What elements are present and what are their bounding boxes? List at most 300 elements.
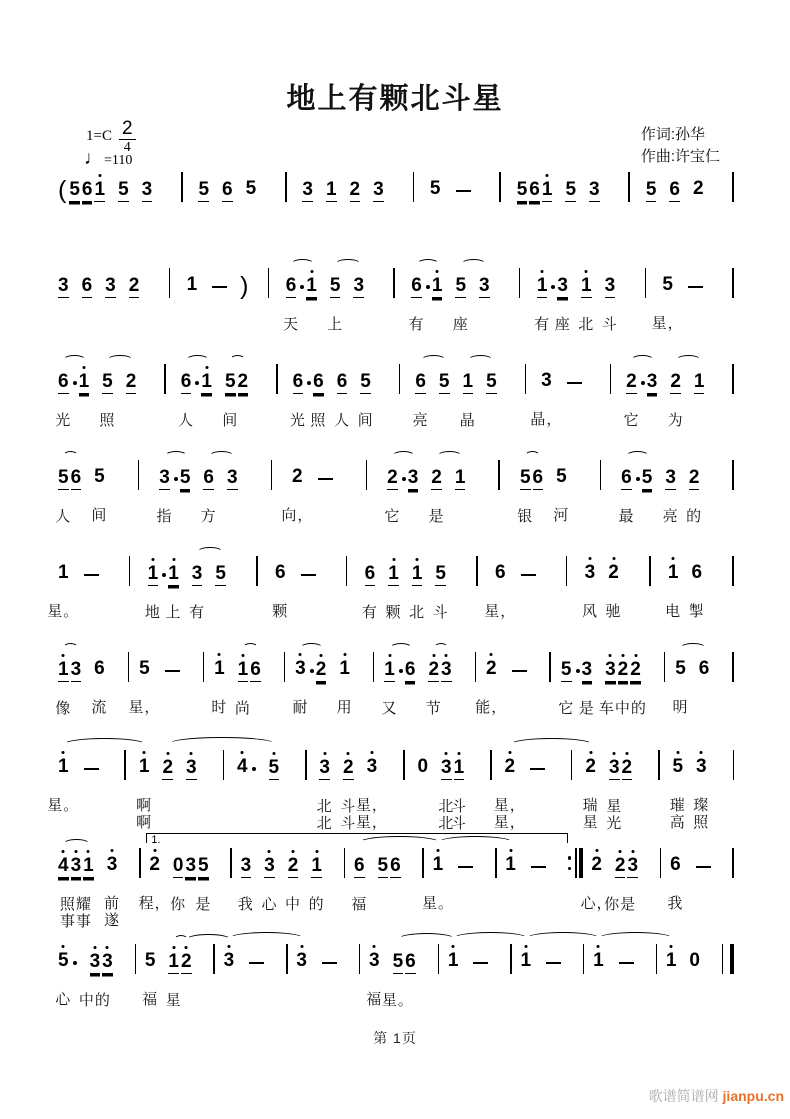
- note: [333, 370, 351, 429]
- note-digit: 5: [519, 466, 531, 488]
- note: [138, 854, 171, 912]
- note-digit: 3: [605, 658, 616, 680]
- note-digit: 5: [102, 370, 113, 392]
- barline: [732, 364, 734, 394]
- measure: [448, 950, 502, 974]
- note: [357, 370, 374, 429]
- barline-thick: [579, 848, 583, 878]
- note: [580, 854, 613, 912]
- note-digit: 5: [435, 562, 446, 584]
- augmentation-dot: [73, 961, 77, 965]
- barline: [403, 750, 405, 780]
- lyric: 亮: [412, 411, 429, 429]
- note-digit: 2: [180, 950, 192, 972]
- lyric: 的: [308, 895, 325, 913]
- lyric: 上: [327, 315, 344, 333]
- note-digit: 5: [560, 658, 572, 680]
- note-digit: 1: [693, 370, 705, 392]
- note: [484, 562, 517, 620]
- note: [351, 854, 368, 913]
- note: [187, 274, 198, 298]
- note-digit: 2: [621, 756, 633, 778]
- note-digit: 3: [584, 562, 596, 583]
- measure: [47, 756, 112, 814]
- note: [593, 950, 604, 974]
- lyric: 的: [686, 507, 703, 525]
- duration-dash: [249, 962, 264, 964]
- measure: [593, 950, 647, 974]
- lyric: 心，: [580, 895, 613, 912]
- note: [55, 370, 72, 429]
- note-digit: 6: [698, 658, 710, 679]
- note-digit: 6: [336, 370, 348, 392]
- note-digit: 3: [627, 854, 639, 876]
- lyric: 流: [91, 699, 108, 716]
- barline: [268, 268, 270, 298]
- lyric: 天: [282, 315, 300, 333]
- lyric: 银: [517, 507, 534, 525]
- note: [59, 854, 92, 930]
- note-digit: 3: [541, 370, 552, 391]
- note: [222, 370, 239, 429]
- barline: [600, 460, 602, 490]
- note: [128, 658, 161, 716]
- note: [82, 179, 93, 203]
- note: [662, 466, 679, 525]
- duration-dash: [473, 962, 488, 964]
- note: [261, 854, 278, 913]
- note-digit: 5: [392, 950, 404, 972]
- note: [378, 855, 389, 879]
- barline: [732, 172, 734, 202]
- note-digit: 5: [377, 854, 389, 876]
- note: [58, 855, 69, 879]
- note: [105, 275, 116, 299]
- duration-dash: [546, 962, 561, 964]
- lyric: 像: [55, 699, 72, 717]
- augmentation-dot: [195, 381, 199, 385]
- note-digit: 6: [353, 854, 365, 876]
- note: [227, 467, 238, 491]
- measure: [289, 370, 384, 429]
- note-digit: 1: [147, 562, 159, 584]
- note-digit: 5: [672, 756, 684, 777]
- watermark-domain-link: jianpu.cn: [722, 1088, 784, 1104]
- quarter-note-icon: ♩: [84, 148, 103, 169]
- lyric: 是: [578, 699, 595, 717]
- note: [71, 659, 82, 683]
- note: [450, 756, 467, 832]
- measure: [665, 562, 715, 620]
- barline: [393, 268, 395, 298]
- note: [542, 179, 553, 203]
- note: [578, 658, 595, 717]
- note-digit: 1: [453, 756, 465, 778]
- lyric: 星: [165, 991, 182, 1009]
- note: [408, 274, 425, 333]
- augmentation-dot: [426, 285, 430, 289]
- note-digit: 1: [411, 562, 423, 584]
- note: [142, 179, 153, 203]
- note-digit: 6: [405, 950, 416, 972]
- lyric: 它: [623, 411, 640, 429]
- note-digit: 2: [608, 562, 619, 583]
- barline: [366, 460, 368, 490]
- lyric: 光: [606, 814, 623, 832]
- measure: [672, 658, 722, 716]
- barline: [422, 848, 424, 878]
- lyric: 它: [558, 699, 575, 717]
- notes-row: [58, 848, 734, 930]
- note-digit: 6: [669, 178, 680, 200]
- note-digit: 6: [94, 658, 105, 679]
- lyric: 用: [336, 699, 353, 716]
- note-digit: 3: [366, 756, 378, 777]
- measure: [55, 658, 118, 717]
- measure: [224, 950, 278, 974]
- lyric: 星。: [47, 603, 80, 620]
- note-digit: 1: [665, 950, 677, 971]
- note-digit: 6: [275, 562, 286, 583]
- lyric: 璨: [693, 797, 710, 814]
- note-digit: 2: [162, 756, 174, 778]
- note: [430, 178, 441, 202]
- note-digit: 2: [287, 854, 299, 876]
- barline: [658, 750, 660, 780]
- note: [361, 562, 378, 621]
- note: [129, 275, 140, 299]
- measure: [292, 658, 363, 716]
- barline: [583, 944, 585, 974]
- note-digit: 2: [485, 658, 497, 679]
- measure: [669, 756, 719, 831]
- note-digit: 1: [384, 658, 395, 680]
- note-digit: 3: [302, 178, 313, 200]
- note-digit: 5: [662, 274, 673, 295]
- note: [285, 854, 302, 913]
- note: [412, 370, 429, 429]
- augmentation-dot: [162, 573, 166, 577]
- duration-dash: [301, 574, 316, 576]
- note-digit: 1: [520, 950, 532, 971]
- note-digit: 1: [94, 178, 106, 200]
- duration-dash: [322, 962, 337, 964]
- barline: [271, 460, 273, 490]
- duration-dash: [318, 478, 333, 480]
- note-digit: 2: [292, 466, 303, 487]
- note: [452, 274, 469, 333]
- barline: [169, 268, 171, 298]
- page-title: 地上有颗北斗星: [286, 83, 504, 115]
- lyric: 中: [285, 895, 302, 913]
- augmentation-dot: [307, 381, 311, 385]
- note-digit: 4: [236, 756, 248, 777]
- lyric: 北: [316, 814, 333, 832]
- lyric: 中的: [78, 991, 111, 1009]
- note-digit: 6: [390, 854, 401, 876]
- note: [237, 756, 248, 780]
- note: [289, 370, 306, 429]
- measure: [493, 756, 559, 831]
- note-digit: 2: [428, 658, 440, 680]
- measure: [58, 854, 130, 930]
- lyric: 人: [333, 411, 351, 429]
- note-digit: 3: [604, 274, 616, 296]
- note: [336, 658, 353, 716]
- lyric: 北: [409, 603, 426, 621]
- note: [693, 756, 710, 831]
- note: [479, 275, 490, 299]
- measure: [211, 658, 274, 717]
- lyric: 星: [582, 814, 599, 831]
- note-digit: 3: [665, 466, 676, 488]
- tempo-value: =110: [104, 153, 133, 168]
- duration-dash: [165, 670, 180, 672]
- lyric: 照: [693, 814, 710, 831]
- lyric: 光: [55, 411, 72, 429]
- measure: [558, 658, 654, 717]
- note-digit: 3: [223, 950, 235, 971]
- barline: [285, 172, 287, 202]
- measure: [581, 562, 632, 620]
- note-digit: 6: [81, 274, 93, 296]
- note-digit: 2: [504, 756, 516, 777]
- note-digit: 6: [58, 370, 69, 392]
- duration-dash: [456, 190, 471, 192]
- augmentation-dot: [252, 767, 256, 771]
- duration-dash: [696, 866, 711, 868]
- measure: [623, 370, 717, 429]
- note-digit: 2: [591, 854, 602, 875]
- lyric: 星。: [381, 991, 414, 1009]
- measure: [517, 179, 613, 203]
- measure: [282, 274, 377, 333]
- barline: [399, 364, 401, 394]
- measure: [187, 274, 252, 298]
- barline: [276, 364, 278, 394]
- note-digit: 1: [201, 370, 212, 392]
- note-digit: 6: [415, 370, 426, 392]
- lyric: 前: [104, 895, 121, 912]
- lyric: 瑞: [582, 797, 599, 814]
- lyric: 风: [581, 603, 598, 620]
- note-digit: 1: [339, 658, 350, 679]
- note-digit: 1: [138, 756, 150, 777]
- measure: [142, 950, 205, 1009]
- note-digit: 5: [329, 274, 341, 296]
- lyric: 斗: [432, 603, 449, 621]
- note-digit: 6: [81, 178, 93, 200]
- note-digit: 6: [70, 466, 82, 488]
- note: [630, 659, 641, 683]
- lyric: 星，: [128, 699, 161, 716]
- lyric: 最: [618, 507, 635, 525]
- note-digit: 2: [692, 178, 704, 199]
- barline: [181, 172, 183, 202]
- notes-row: [58, 268, 734, 333]
- lyric: 斗: [601, 315, 618, 333]
- lyric: 人: [55, 507, 72, 525]
- barline: [571, 750, 573, 780]
- lyricist-credit: 作词:孙华: [640, 126, 705, 143]
- note: [185, 855, 196, 879]
- note-digit: 1: [306, 274, 317, 296]
- note: [281, 466, 314, 524]
- note: [669, 756, 686, 831]
- note: [91, 466, 108, 524]
- note-digit: 2: [125, 370, 137, 392]
- duration-dash: [530, 768, 545, 770]
- measure: [421, 854, 487, 912]
- measure: [530, 370, 595, 428]
- lyric: 你是: [604, 895, 637, 913]
- repeat-barline: [568, 848, 583, 878]
- barline: [732, 460, 734, 490]
- augmentation-dot: [399, 669, 403, 673]
- note-digit: 5: [118, 178, 129, 200]
- measure: [618, 466, 712, 525]
- note: [622, 757, 633, 781]
- note: [91, 658, 108, 716]
- measure: [408, 274, 502, 333]
- note: [292, 658, 309, 716]
- note-digit: 1: [447, 950, 459, 971]
- note: [373, 179, 384, 203]
- note-digit: 3: [608, 756, 620, 778]
- lyric: 星: [606, 797, 623, 815]
- note-digit: 3: [102, 950, 113, 972]
- note: [605, 562, 622, 620]
- note: [475, 658, 508, 716]
- lyric: 福: [366, 991, 383, 1008]
- barline: [732, 268, 734, 298]
- note-digit: 2: [315, 658, 327, 680]
- note-digit: 3: [105, 274, 116, 296]
- note: [366, 950, 383, 1008]
- measure: [582, 756, 645, 832]
- final-barline: [722, 944, 734, 974]
- note: [47, 756, 80, 814]
- note: [405, 659, 416, 683]
- note-digit: 2: [630, 658, 641, 680]
- lyric: 北: [316, 797, 333, 815]
- notes-row: [55, 364, 734, 429]
- notes-row: [55, 944, 734, 1009]
- volta-bracket: [146, 833, 568, 846]
- measure: [55, 466, 118, 525]
- note-digit: 3: [581, 658, 593, 680]
- lyric: 是: [428, 507, 445, 525]
- lyric: 璀: [669, 797, 686, 814]
- note: [79, 371, 90, 395]
- note-digit: 5: [268, 756, 280, 778]
- note: [455, 467, 466, 491]
- note-digit: 1: [58, 562, 69, 583]
- score-line: [47, 750, 734, 842]
- watermark-site-name: 歌谱简谱网: [648, 1088, 719, 1104]
- note: [646, 179, 657, 203]
- note-digit: 6: [285, 274, 297, 296]
- note: [601, 274, 618, 333]
- note: [156, 466, 173, 525]
- measure: [138, 854, 221, 913]
- note-digit: 3: [185, 854, 197, 876]
- note-digit: 1: [541, 178, 553, 200]
- barline: [628, 172, 630, 202]
- measure: [484, 562, 549, 620]
- note: [282, 274, 300, 333]
- lyric: 间: [357, 411, 374, 429]
- note-digit: 1: [431, 274, 443, 296]
- lyric: 有: [361, 603, 378, 621]
- note: [189, 562, 206, 621]
- note: [421, 854, 454, 912]
- note-digit: 4: [58, 854, 69, 876]
- measure: [666, 950, 713, 974]
- note: [118, 179, 129, 203]
- barline: [519, 268, 521, 298]
- note-digit: 3: [226, 466, 238, 488]
- note-digit: 5: [641, 466, 653, 488]
- note: [340, 756, 357, 832]
- lyric: 星，: [355, 797, 388, 814]
- note-digit: 6: [529, 178, 540, 200]
- note-digit: 3: [407, 466, 419, 488]
- lyric: 亮: [662, 507, 679, 525]
- measure: [281, 466, 346, 524]
- barline: [733, 750, 735, 780]
- barline: [129, 556, 131, 586]
- measure: [55, 950, 126, 1009]
- note-digit: 5: [58, 466, 69, 488]
- lyric: 斗: [340, 814, 357, 832]
- barline: [223, 750, 225, 780]
- augmentation-dot: [174, 477, 178, 481]
- note: [326, 179, 337, 203]
- note: [688, 562, 705, 620]
- note-digit: 5: [224, 370, 236, 392]
- barline: [664, 652, 666, 682]
- note-digit: 2: [149, 854, 160, 875]
- note: [237, 854, 254, 913]
- note-digit: 0: [689, 950, 700, 971]
- note: [432, 275, 443, 299]
- note: [686, 466, 703, 525]
- measure: [316, 756, 390, 832]
- note: [493, 756, 526, 831]
- note: [604, 854, 637, 913]
- note: [390, 855, 401, 879]
- note-digit: 1: [168, 562, 179, 584]
- note-digit: 1: [454, 466, 466, 488]
- note-digit: 3: [58, 274, 69, 296]
- measure: [505, 854, 559, 878]
- note: [310, 370, 327, 429]
- note: [408, 467, 419, 491]
- note-digit: 3: [264, 854, 275, 876]
- lyric: 啊: [136, 814, 153, 831]
- note: [211, 658, 228, 716]
- note: [94, 179, 105, 203]
- barline: [256, 556, 258, 586]
- note: [578, 274, 595, 333]
- augmentation-dot: [300, 285, 304, 289]
- duration-dash: [619, 962, 634, 964]
- duration-dash: [531, 866, 546, 868]
- lyric: 照: [310, 411, 327, 429]
- meter-denominator: 4: [123, 140, 131, 155]
- note: [505, 854, 516, 878]
